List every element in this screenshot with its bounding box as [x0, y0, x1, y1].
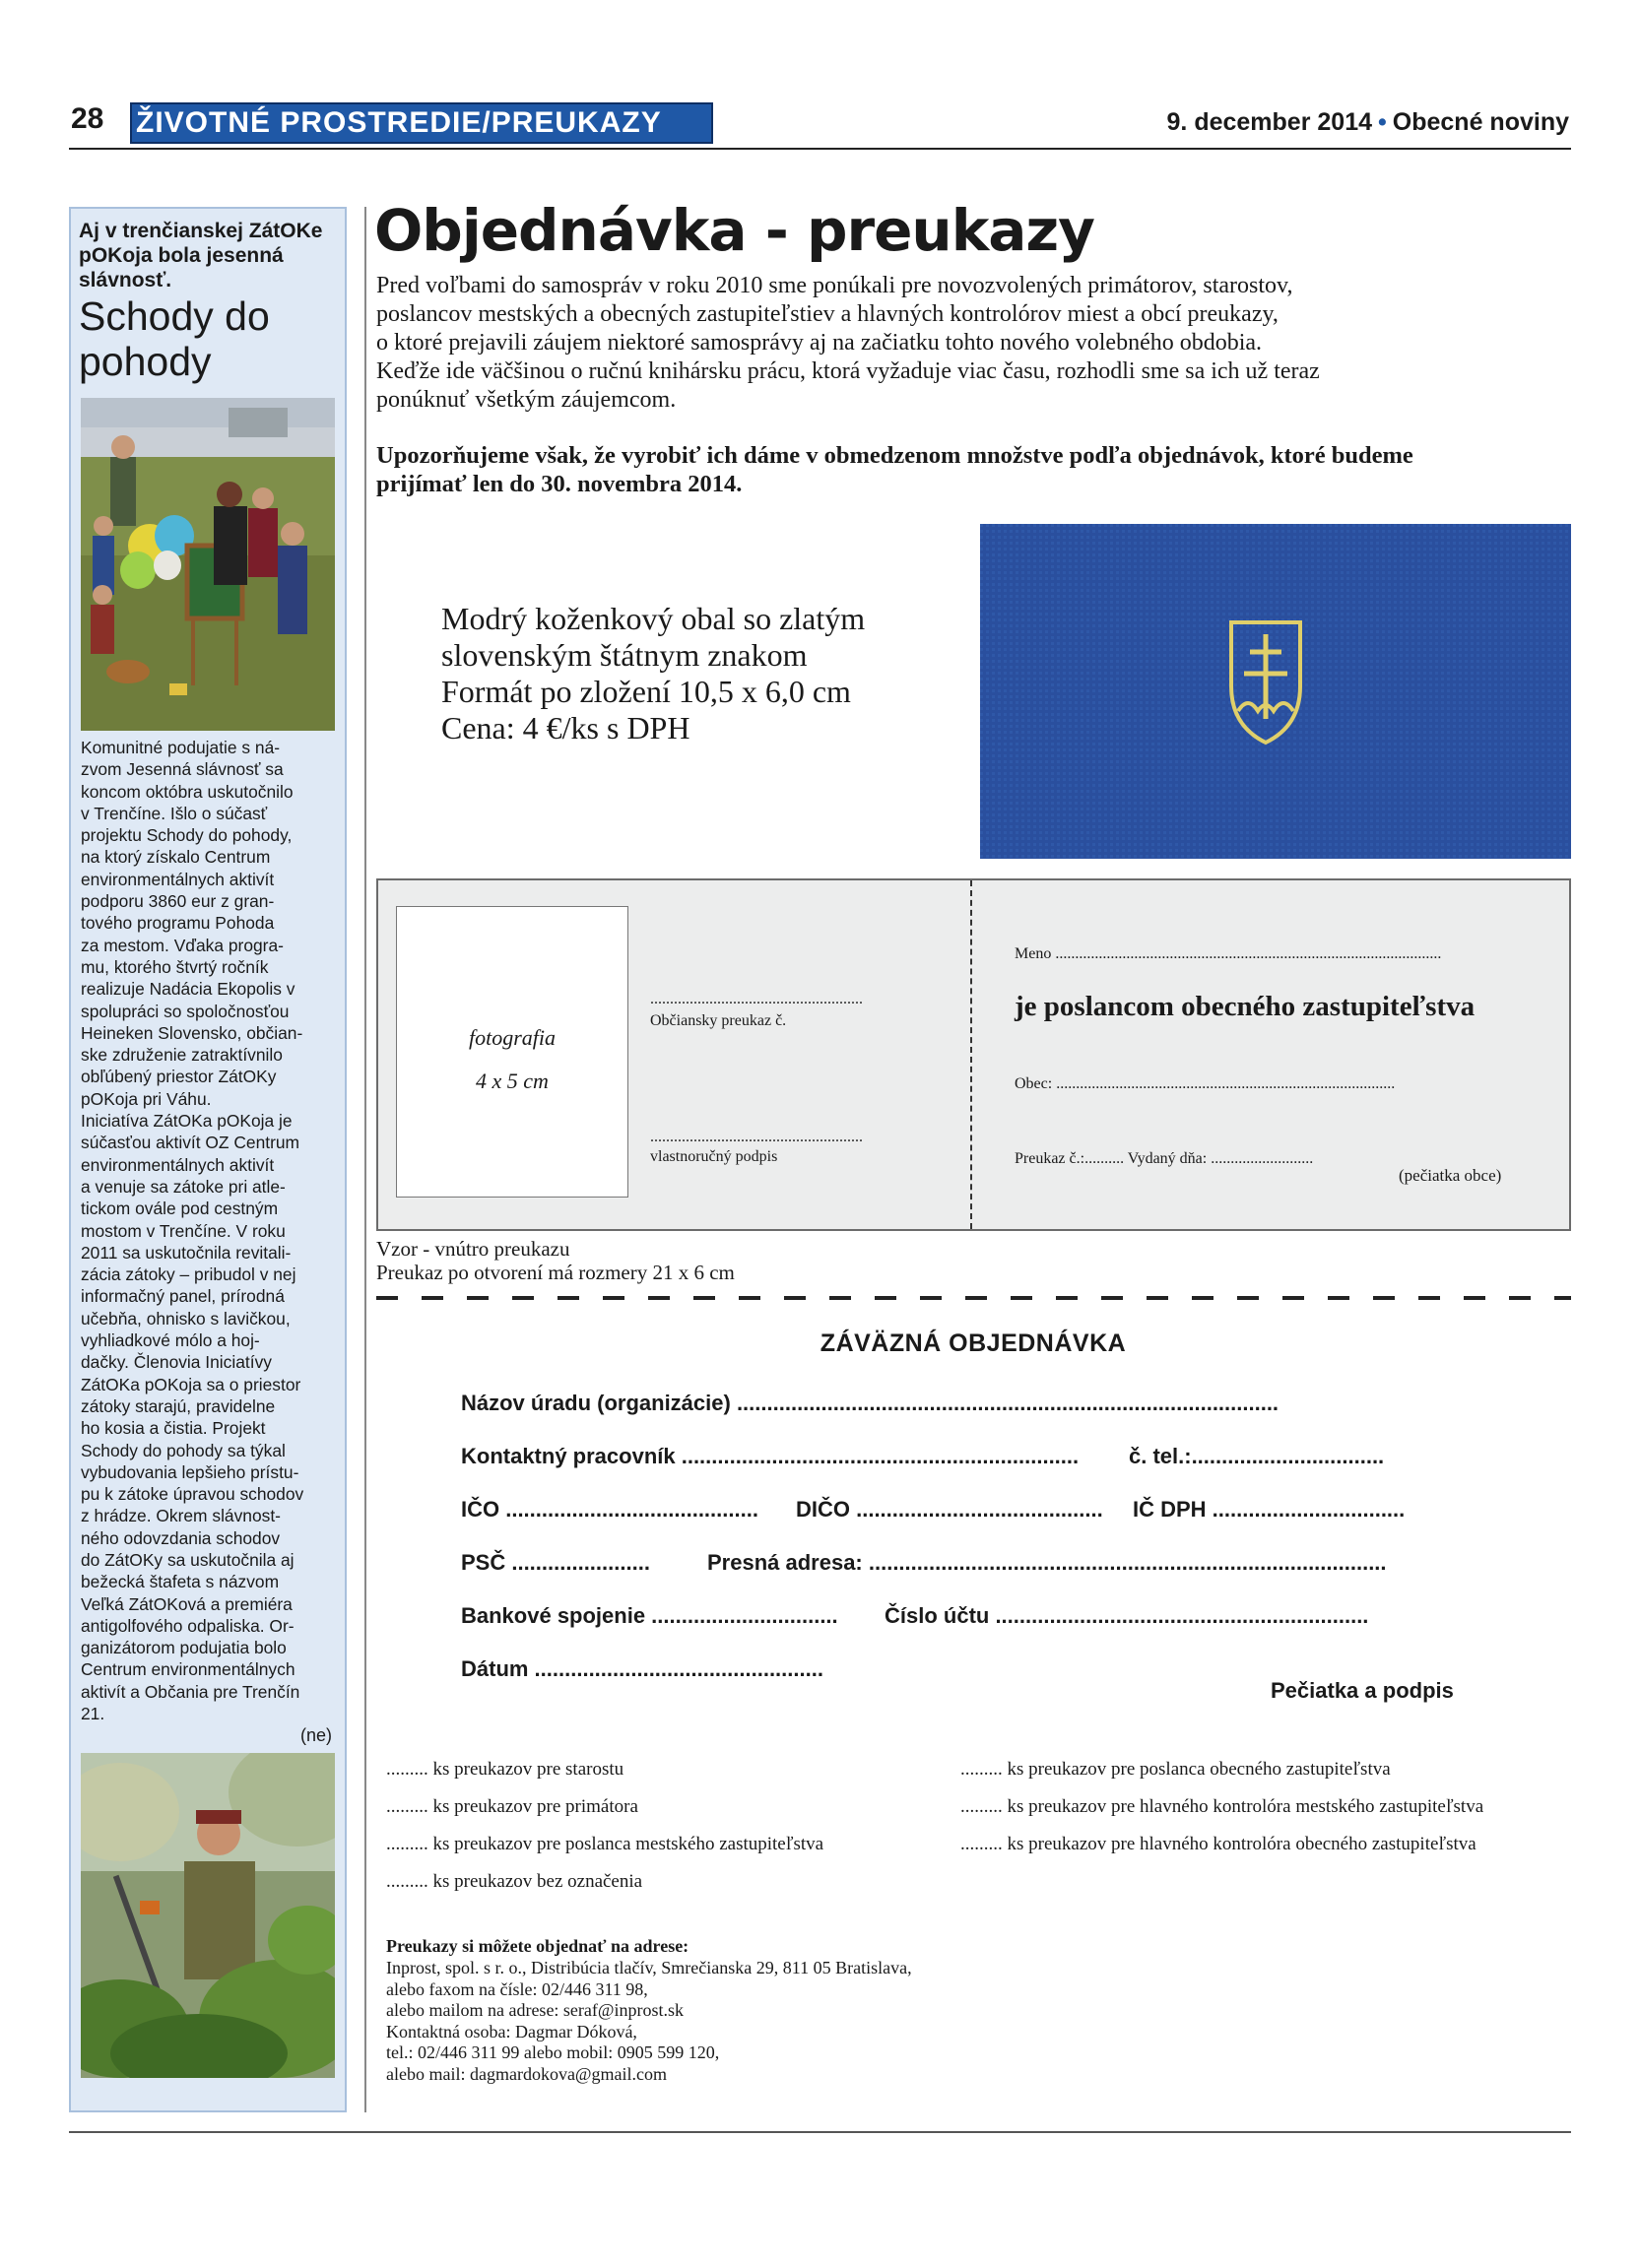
separator-dot: • [1378, 108, 1387, 136]
ic-dph-field[interactable]: IČ DPH ................................ [1133, 1497, 1406, 1522]
municipality-field: Obec: ...................................................................................... [1015, 1075, 1396, 1092]
option-mayor-village[interactable]: ......... ks preukazov pre starostu [386, 1759, 624, 1780]
sidebar-headline: Schody do pohody [79, 293, 270, 384]
option-village-council-member[interactable]: ......... ks preukazov pre poslanca obecného zastupiteľstva [960, 1759, 1391, 1780]
mowing-photo [81, 1753, 335, 2078]
sidebar-author: (ne) [300, 1725, 333, 1745]
header-rule [69, 148, 1571, 150]
id-cover-image [980, 524, 1571, 859]
sidebar-article-text: Komunitné podujatie s ná- zvom Jesenná slávnosť sa koncom októbra uskutočnilo v Trenčíne. Išlo o súčasť projektu Schody do pohody, na ktorý získalo Centrum environmentálnych aktivít podporu 3860 eur z gran- tového programu Pohoda za mestom. Vďaka progra- mu, ktorého štvrtý ročník realizuje Nadácia Ekopolis v spolupráci so spoločnosťou Heineken Slovensko, občian- ske združenie zatraktívnilo obľúbený priestor ZátOKy pOKoja pri Váhu. Iniciatíva ZátOKa pOKoja je súčasťou aktivít OZ Centrum environmentálnych aktivít a venuje sa zátoke pri atle- tickom ovále pod cestným mostom v Trenčíne. V roku 2011 sa uskutočnila revitali- zácia zátoky – pribudol v nej informačný panel, prírodná učebňa, ohnisko s lavičkou, vyhliadkové mólo a hoj- dačky. Členovia Iniciatívy ZátOKa pOKoja sa o priestor zátoky starajú, pravidelne ho kosia a čistia. Projekt Schody do pohody sa týkal vybudovania lepšieho prístu- pu k zátoke úpravou schodov z hrádze. Okrem slávnost- ného odovzdania schodov do ZátOKy sa uskutočnila aj bežecká štafeta s názvom Veľká ZátOKová a premiéra antigolfového odpaliska. Or- ganizátorom podujatia bolo Centrum environmentálnych aktivít a Občania pre Trenčín 21. [81, 738, 304, 1724]
option-mayor-city[interactable]: ......... ks preukazov pre primátora [386, 1796, 638, 1817]
date-field[interactable]: Dátum ................................................ [461, 1656, 823, 1681]
contact-person-field[interactable]: Kontaktný pracovník .................................................................. [461, 1444, 1080, 1468]
sidebar-kicker: Aj v trenčianskej ZátOKe pOKoja bola jesenná slávnosť. [79, 220, 323, 292]
column-divider [364, 207, 366, 2112]
publication-name: Obecné noviny [1392, 108, 1569, 136]
card-caption: Vzor - vnútro preukazu Preukaz po otvorení má rozmery 21 x 6 cm [376, 1237, 735, 1284]
address-field[interactable]: Presná adresa: ...................................................................................... [707, 1550, 1387, 1575]
signature-line: ...................................................... [650, 1129, 863, 1145]
order-form-title: ZÁVÄZNÁ OBJEDNÁVKA [820, 1329, 1127, 1357]
article-title: Objednávka - preukazy [374, 197, 1094, 264]
mowing-photo-drawing [81, 1753, 335, 2078]
cut-line [376, 1296, 1571, 1300]
municipality-stamp-label: (pečiatka obce) [1399, 1166, 1502, 1185]
card-role: je poslancom obecného zastupiteľstva [1015, 991, 1476, 1022]
stamp-signature-label: Pečiatka a podpis [1271, 1678, 1454, 1703]
masthead-info [1167, 108, 1569, 137]
article-intro: Pred voľbami do samospráv v roku 2010 sme ponúkali pre novozvolených primátorov, starostov, poslancov mestských a obecných zastupiteľstiev a hlavných kontrolórov miest a obcí preukazy, o ktoré prejavili záujem niektoré samosprávy aj na začiatku tohto nového volebného obdobia. Keďže ide väčšinou o ručnú knihársku prácu, ktorá vyžaduje viac času, rozhodli sme sa ich už teraz ponúknuť všetkým záujemcom. [376, 273, 1320, 413]
name-field: Meno .................................................................................................. [1015, 945, 1442, 962]
office-name-field[interactable]: Názov úradu (organizácie) .......................................................................................... [461, 1391, 1279, 1415]
signature-label: vlastnoručný podpis [650, 1148, 778, 1165]
option-village-chief-controller[interactable]: ......... ks preukazov pre hlavného kontrolóra obecného zastupiteľstva [960, 1834, 1476, 1854]
order-contact-details: Inprost, spol. s r. o., Distribúcia tlačív, Smrečianska 29, 811 05 Bratislava, alebo faxom na čísle: 02/446 311 98, alebo mailom na adrese: seraf@inprost.sk Kontaktná osoba: Dagmar Dóková, tel.: 02/446 311 99 alebo mobil: 0905 599 120, alebo mail: dagmardokova@gmail.com [386, 1958, 912, 2084]
ico-field[interactable]: IČO .......................................... [461, 1497, 758, 1522]
postal-code-field[interactable]: PSČ ....................... [461, 1550, 650, 1575]
issue-date: 9. december 2014 [1166, 108, 1373, 136]
photo-placeholder-label: fotografia 4 x 5 cm [468, 1025, 556, 1093]
page-number: 28 [71, 102, 104, 135]
footer-rule [69, 2131, 1571, 2133]
option-no-label[interactable]: ......... ks preukazov bez označenia [386, 1871, 643, 1892]
cover-description: Modrý koženkový obal so zlatým slovenským štátnym znakom Formát po zložení 10,5 x 6,0 cm Cena: 4 €/ks s DPH [441, 601, 866, 745]
card-fold-line [970, 880, 972, 1229]
option-city-council-member[interactable]: ......... ks preukazov pre poslanca mestského zastupiteľstva [386, 1834, 824, 1854]
order-contact-heading: Preukazy si môžete objednať na adrese: [386, 1936, 689, 1956]
bank-field[interactable]: Bankové spojenie ............................... [461, 1603, 838, 1628]
id-number-line: ...................................................... [650, 991, 863, 1007]
id-cover-drawing [980, 524, 1571, 859]
dic-field[interactable]: DIČO ......................................... [796, 1497, 1103, 1522]
festival-photo-drawing [81, 398, 335, 731]
card-number-field: Preukaz č.:.......... Vydaný dňa: .......................... [1015, 1150, 1314, 1167]
article-notice: Upozorňujeme však, že vyrobiť ich dáme v obmedzenom množstve podľa objednávok, ktoré budeme prijímať len do 30. novembra 2014. [376, 442, 1413, 497]
festival-photo [81, 398, 335, 731]
account-number-field[interactable]: Číslo účtu .............................................................. [885, 1603, 1369, 1628]
option-city-chief-controller[interactable]: ......... ks preukazov pre hlavného kontrolóra mestského zastupiteľstva [960, 1796, 1484, 1817]
phone-field[interactable]: č. tel.:................................ [1129, 1444, 1385, 1468]
id-number-label: Občiansky preukaz č. [650, 1012, 787, 1029]
section-title: ŽIVOTNÉ PROSTREDIE/PREUKAZY [130, 102, 713, 144]
